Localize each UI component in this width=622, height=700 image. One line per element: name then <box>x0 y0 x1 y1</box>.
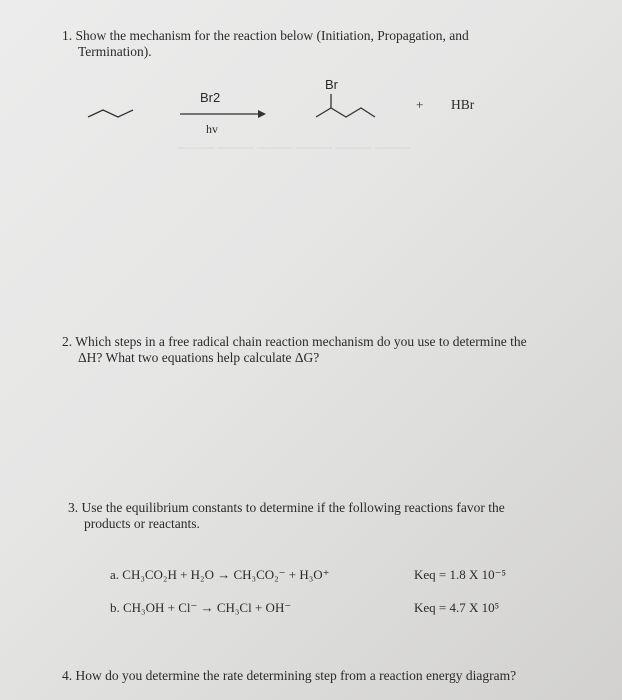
arrow-head <box>258 110 266 118</box>
condition-hv: hv <box>206 122 218 136</box>
product-br-label: Br <box>325 77 338 92</box>
question-1-line1: 1. Show the mechanism for the reaction below (Initiation, Propagation, and <box>62 28 469 43</box>
question-3-line1: 3. Use the equilibrium constants to determine if the following reactions favor the <box>68 500 505 515</box>
question-2 <box>62 334 582 366</box>
question-3 <box>68 500 568 532</box>
keq-b: Keq = 4.7 X 10⁵ <box>414 600 500 615</box>
bromobutane-skeleton <box>316 108 375 117</box>
butane-skeleton <box>88 110 133 117</box>
plus-sign: + <box>416 97 424 112</box>
reagent-br2: Br2 <box>200 90 221 105</box>
keq-a: Keq = 1.8 X 10⁻⁵ <box>414 567 507 582</box>
question-4: 4. How do you determine the rate determining step from a reaction energy diagram? <box>62 668 517 683</box>
question-2-line1: 2. Which steps in a free radical chain reaction mechanism do you use to determine the <box>62 334 527 349</box>
question-2-line2: ΔH? What two equations help calculate ΔG? <box>78 350 320 365</box>
reaction-a: a. CH₃CO₂H + H₂O → CH₃CO₂⁻ + H₃O⁺ <box>110 567 330 582</box>
bleed-through-text: ——— ——— ——— ——— ——— ——— <box>178 140 411 154</box>
reaction-b: b. CH₃OH + Cl⁻ → CH₃Cl + OH⁻ <box>110 600 292 615</box>
question-3-line2: products or reactants. <box>84 516 200 531</box>
byproduct-hbr: HBr <box>451 97 475 112</box>
question-1-line2: Termination). <box>78 44 152 59</box>
